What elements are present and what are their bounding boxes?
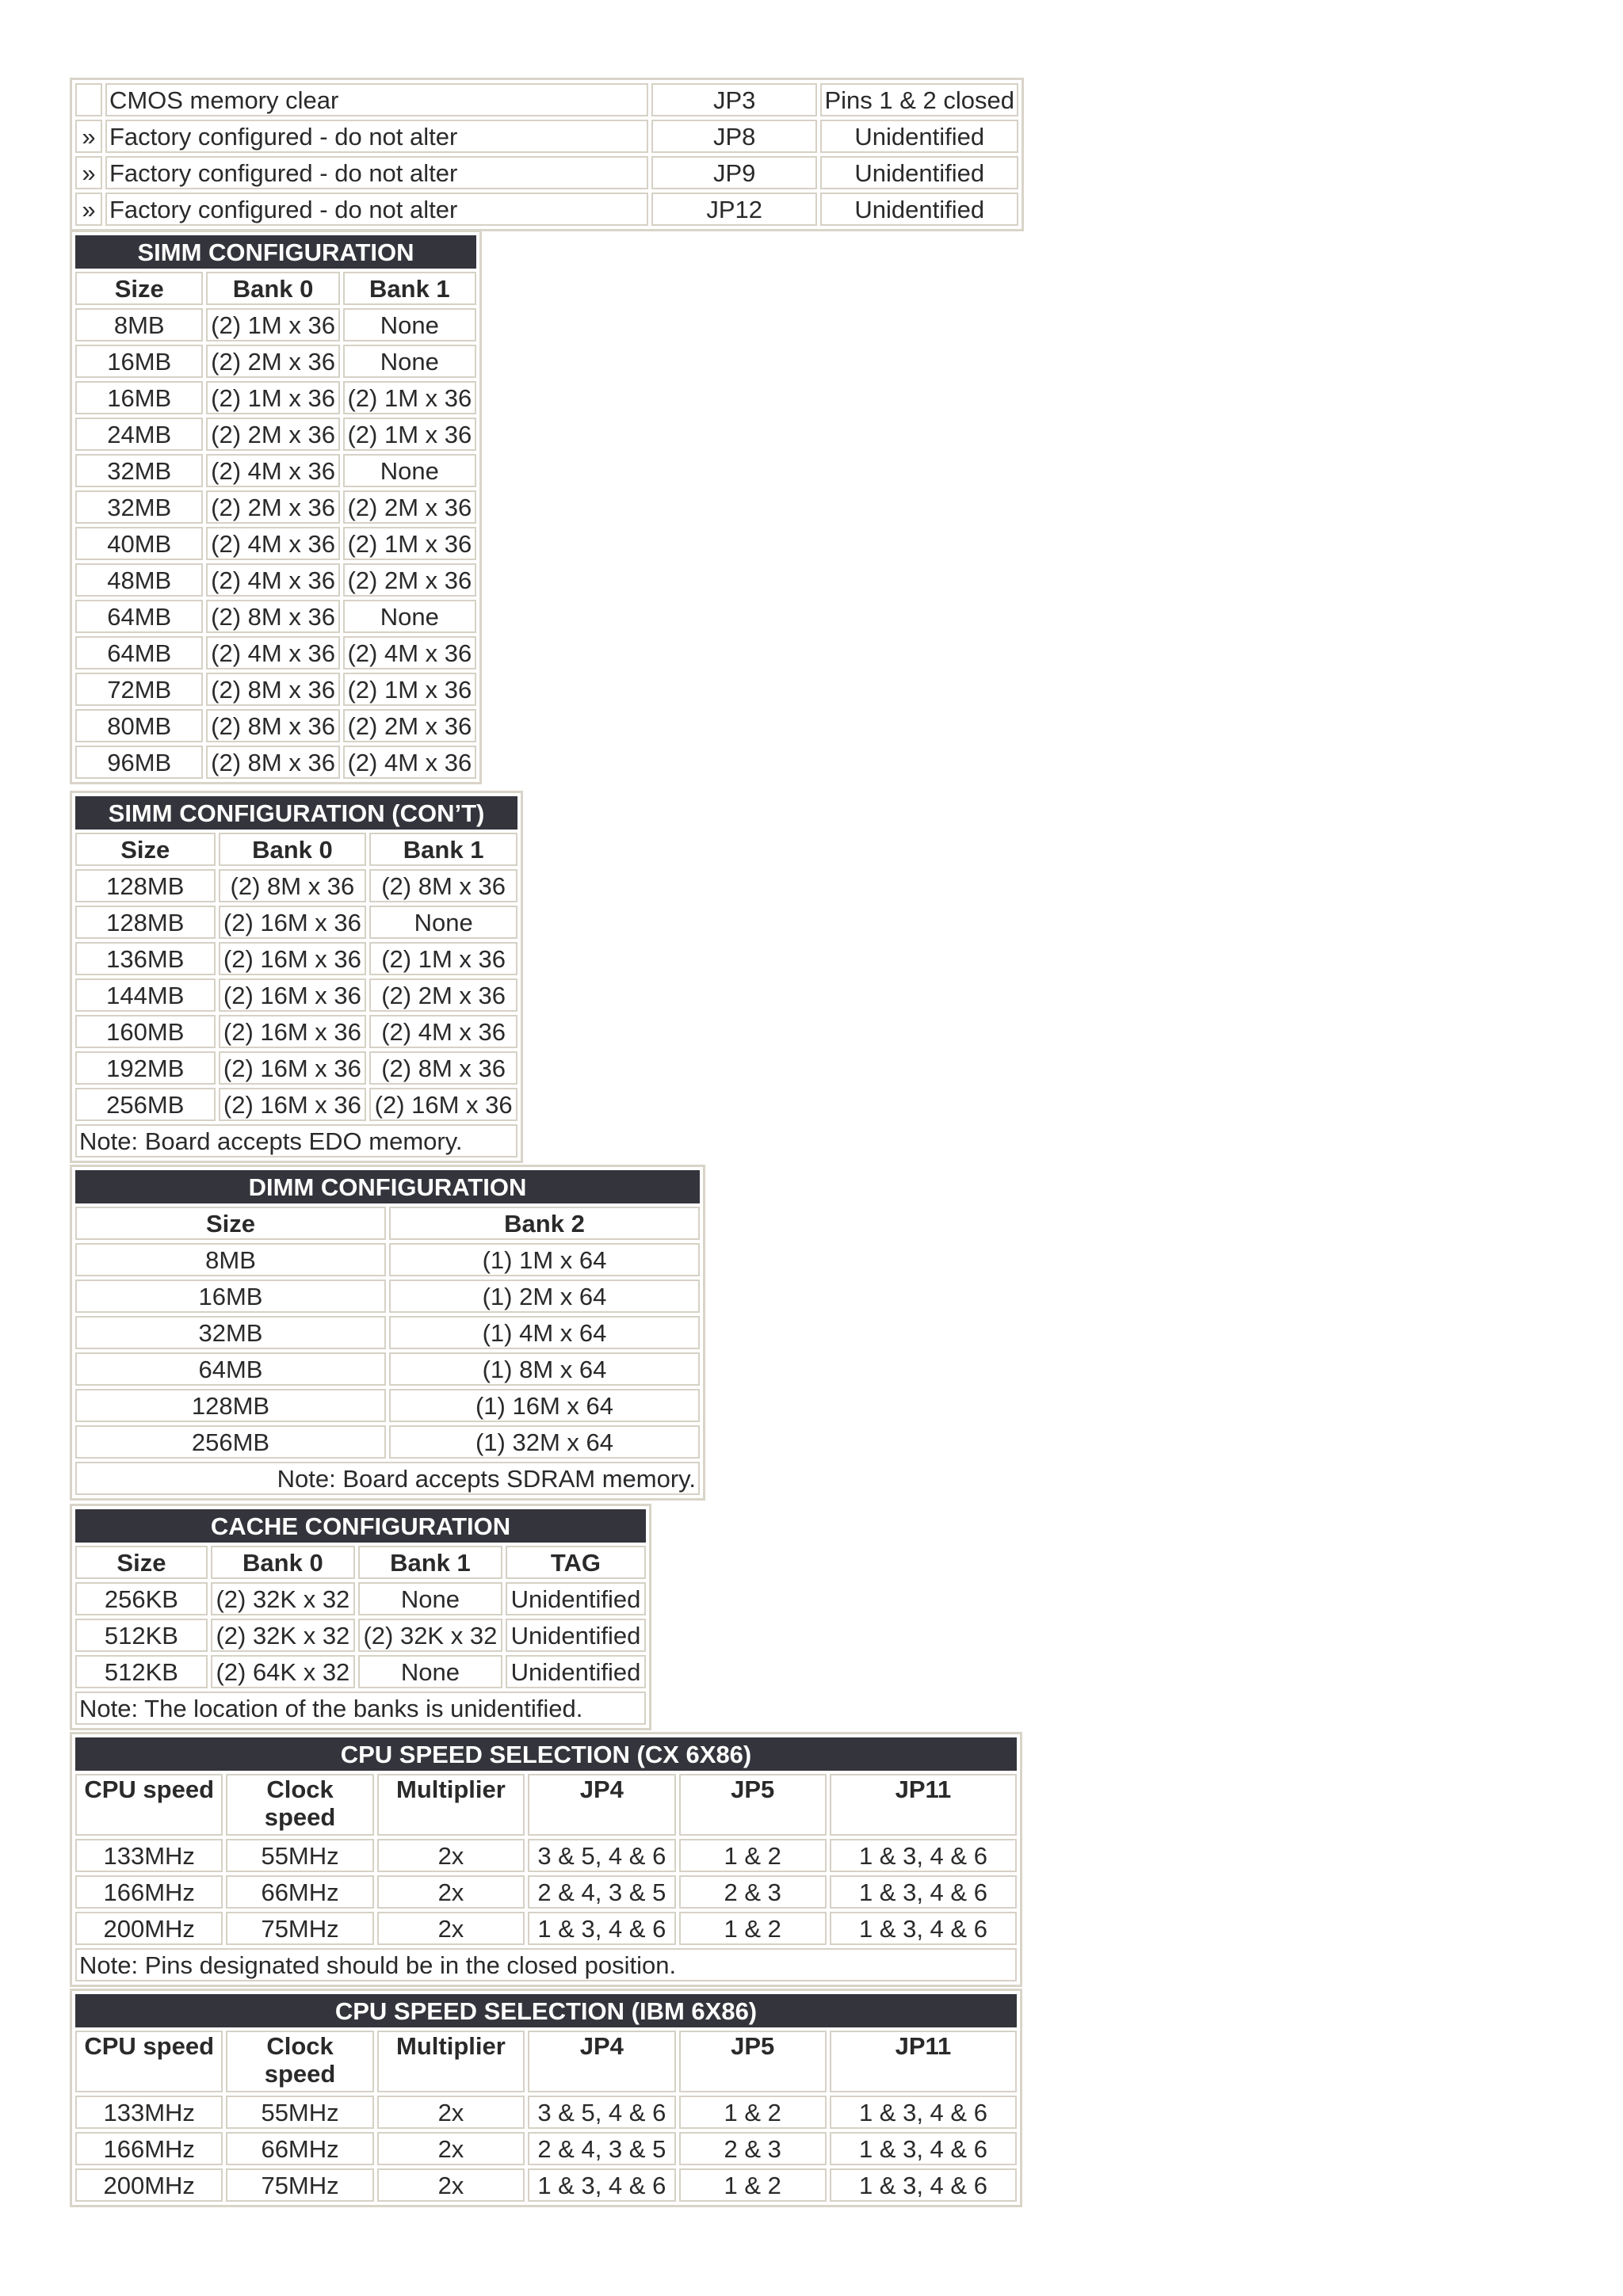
- bank0-cell: (2) 8M x 36: [206, 709, 339, 742]
- bank0-cell: (2) 4M x 36: [206, 527, 339, 560]
- table-row: [75, 2168, 1017, 2202]
- bank0-cell: (2) 16M x 36: [219, 1051, 367, 1085]
- table-row: [75, 418, 476, 451]
- multiplier-cell: 2x: [377, 2132, 525, 2165]
- bank1-cell: (2) 1M x 36: [343, 418, 476, 451]
- jumper-description: Factory configured - do not alter: [105, 156, 648, 189]
- column-header: Clock speed: [226, 2031, 373, 2092]
- size-cell: 512KB: [75, 1655, 208, 1688]
- clock-speed-cell: 66MHz: [226, 2132, 373, 2165]
- cpu-speed-cell: 200MHz: [75, 2168, 223, 2202]
- bank2-cell: (1) 2M x 64: [389, 1280, 700, 1313]
- size-cell: 40MB: [75, 527, 203, 560]
- bank0-cell: (2) 8M x 36: [206, 673, 339, 706]
- table-row: [75, 869, 517, 902]
- size-cell: 512KB: [75, 1619, 208, 1652]
- bank1-cell: (2) 32K x 32: [358, 1619, 502, 1652]
- size-cell: 64MB: [75, 636, 203, 669]
- size-cell: 80MB: [75, 709, 203, 742]
- size-cell: 136MB: [75, 942, 216, 975]
- note-row: [75, 1462, 700, 1495]
- bank0-cell: (2) 32K x 32: [211, 1619, 355, 1652]
- header-row: [75, 272, 476, 305]
- size-cell: 8MB: [75, 308, 203, 341]
- bank1-cell: None: [343, 308, 476, 341]
- size-cell: 192MB: [75, 1051, 216, 1085]
- header-row: [75, 2031, 1017, 2092]
- multiplier-cell: 2x: [377, 2168, 525, 2202]
- bank1-cell: (2) 16M x 36: [369, 1088, 517, 1121]
- clock-speed-cell: 75MHz: [226, 2168, 373, 2202]
- jumper-setting: Unidentified: [820, 120, 1018, 153]
- bullet-marker: »: [75, 120, 102, 153]
- clock-speed-cell: 66MHz: [226, 1875, 373, 1909]
- jumper-description: Factory configured - do not alter: [105, 120, 648, 153]
- table-row: [75, 345, 476, 378]
- bank1-cell: (2) 8M x 36: [369, 1051, 517, 1085]
- jp4-cell: 2 & 4, 3 & 5: [528, 2132, 675, 2165]
- table-row: [75, 1243, 700, 1276]
- bank0-cell: (2) 4M x 36: [206, 454, 339, 487]
- size-cell: 128MB: [75, 1389, 386, 1422]
- tag-cell: Unidentified: [506, 1619, 646, 1652]
- bank0-cell: (2) 2M x 36: [206, 490, 339, 524]
- table-row: [75, 527, 476, 560]
- column-header: CPU speed: [75, 1774, 223, 1836]
- table-row: [75, 1582, 646, 1615]
- cpu-speed-cell: 133MHz: [75, 2096, 223, 2129]
- table-row: [75, 1619, 646, 1652]
- size-cell: 48MB: [75, 563, 203, 597]
- bank0-cell: (2) 1M x 36: [206, 308, 339, 341]
- column-header: Multiplier: [377, 2031, 525, 2092]
- multiplier-cell: 2x: [377, 1839, 525, 1872]
- jp4-cell: 3 & 5, 4 & 6: [528, 1839, 675, 1872]
- jp4-cell: 1 & 3, 4 & 6: [528, 1912, 675, 1945]
- jp11-cell: 1 & 3, 4 & 6: [830, 2168, 1017, 2202]
- bank0-cell: (2) 16M x 36: [219, 906, 367, 939]
- column-header: Size: [75, 1546, 208, 1579]
- table-row: [75, 2132, 1017, 2165]
- cpu-speed-cx-table: [70, 1732, 1022, 1987]
- table-row: [75, 83, 1018, 116]
- jumper-setting: Unidentified: [820, 156, 1018, 189]
- table-note: Note: The location of the banks is unidentified.: [75, 1691, 646, 1725]
- table-note: Note: Board accepts EDO memory.: [75, 1124, 517, 1158]
- bank1-cell: (2) 1M x 36: [369, 942, 517, 975]
- jp11-cell: 1 & 3, 4 & 6: [830, 1839, 1017, 1872]
- column-header: JP5: [679, 1774, 827, 1836]
- jumper-table: [70, 78, 1024, 231]
- table-row: [75, 1316, 700, 1349]
- table-row: [75, 709, 476, 742]
- size-cell: 128MB: [75, 906, 216, 939]
- bank0-cell: (2) 16M x 36: [219, 978, 367, 1012]
- column-header: JP4: [528, 1774, 675, 1836]
- size-cell: 32MB: [75, 1316, 386, 1349]
- jp4-cell: 3 & 5, 4 & 6: [528, 2096, 675, 2129]
- table-row: [75, 381, 476, 414]
- bank0-cell: (2) 8M x 36: [206, 600, 339, 633]
- table-title: CACHE CONFIGURATION: [75, 1509, 646, 1543]
- table-row: [75, 600, 476, 633]
- bank1-cell: (2) 8M x 36: [369, 869, 517, 902]
- clock-speed-cell: 75MHz: [226, 1912, 373, 1945]
- jumper-setting: Unidentified: [820, 193, 1018, 226]
- multiplier-cell: 2x: [377, 1875, 525, 1909]
- cpu-speed-cell: 166MHz: [75, 2132, 223, 2165]
- bank0-cell: (2) 16M x 36: [219, 1015, 367, 1048]
- size-cell: 144MB: [75, 978, 216, 1012]
- size-cell: 256MB: [75, 1088, 216, 1121]
- jumper-id: JP9: [651, 156, 817, 189]
- jumper-id: JP12: [651, 193, 817, 226]
- column-header: Multiplier: [377, 1774, 525, 1836]
- table-title: SIMM CONFIGURATION (CON’T): [75, 796, 517, 830]
- cpu-speed-cell: 200MHz: [75, 1912, 223, 1945]
- size-cell: 72MB: [75, 673, 203, 706]
- size-cell: 64MB: [75, 600, 203, 633]
- jp11-cell: 1 & 3, 4 & 6: [830, 1875, 1017, 1909]
- cpu-speed-ibm-table: [70, 1989, 1022, 2207]
- bank0-cell: (2) 4M x 36: [206, 563, 339, 597]
- header-row: [75, 833, 517, 866]
- table-row: [75, 942, 517, 975]
- jumper-id: JP3: [651, 83, 817, 116]
- bank1-cell: (2) 4M x 36: [343, 746, 476, 779]
- note-row: [75, 1124, 517, 1158]
- column-header: Bank 0: [219, 833, 367, 866]
- clock-speed-cell: 55MHz: [226, 1839, 373, 1872]
- table-row: [75, 1389, 700, 1422]
- bank0-cell: (2) 16M x 36: [219, 1088, 367, 1121]
- column-header: Clock speed: [226, 1774, 373, 1836]
- table-row: [75, 193, 1018, 226]
- table-row: [75, 156, 1018, 189]
- jp11-cell: 1 & 3, 4 & 6: [830, 1912, 1017, 1945]
- size-cell: 256MB: [75, 1425, 386, 1459]
- bullet-marker: »: [75, 193, 102, 226]
- size-cell: 16MB: [75, 1280, 386, 1313]
- size-cell: 8MB: [75, 1243, 386, 1276]
- column-header: JP4: [528, 2031, 675, 2092]
- bank1-cell: (2) 1M x 36: [343, 673, 476, 706]
- jp4-cell: 2 & 4, 3 & 5: [528, 1875, 675, 1909]
- table-row: [75, 1352, 700, 1386]
- table-row: [75, 636, 476, 669]
- jp5-cell: 1 & 2: [679, 1839, 827, 1872]
- table-row: [75, 1088, 517, 1121]
- bank1-cell: None: [343, 345, 476, 378]
- tag-cell: Unidentified: [506, 1655, 646, 1688]
- bank2-cell: (1) 8M x 64: [389, 1352, 700, 1386]
- simm-config-cont-table: [70, 791, 523, 1163]
- bank2-cell: (1) 16M x 64: [389, 1389, 700, 1422]
- table-row: [75, 1912, 1017, 1945]
- note-row: [75, 1691, 646, 1725]
- column-header: JP11: [830, 2031, 1017, 2092]
- table-row: [75, 673, 476, 706]
- jp11-cell: 1 & 3, 4 & 6: [830, 2132, 1017, 2165]
- column-header: Size: [75, 1207, 386, 1240]
- multiplier-cell: 2x: [377, 1912, 525, 1945]
- table-row: [75, 1875, 1017, 1909]
- bank1-cell: None: [358, 1582, 502, 1615]
- table-row: [75, 1051, 517, 1085]
- table-row: [75, 906, 517, 939]
- size-cell: 32MB: [75, 490, 203, 524]
- simm-config-table: [70, 230, 482, 784]
- table-title: DIMM CONFIGURATION: [75, 1170, 700, 1203]
- bank2-cell: (1) 32M x 64: [389, 1425, 700, 1459]
- column-header: Bank 2: [389, 1207, 700, 1240]
- jumper-description: CMOS memory clear: [105, 83, 648, 116]
- bank2-cell: (1) 1M x 64: [389, 1243, 700, 1276]
- table-title: CPU SPEED SELECTION (CX 6X86): [75, 1737, 1017, 1771]
- bank0-cell: (2) 64K x 32: [211, 1655, 355, 1688]
- jp5-cell: 1 & 2: [679, 2096, 827, 2129]
- bank1-cell: None: [343, 600, 476, 633]
- table-row: [75, 563, 476, 597]
- bank1-cell: None: [369, 906, 517, 939]
- bank1-cell: (2) 2M x 36: [369, 978, 517, 1012]
- table-row: [75, 454, 476, 487]
- multiplier-cell: 2x: [377, 2096, 525, 2129]
- size-cell: 32MB: [75, 454, 203, 487]
- jp11-cell: 1 & 3, 4 & 6: [830, 2096, 1017, 2129]
- table-row: [75, 1015, 517, 1048]
- jp4-cell: 1 & 3, 4 & 6: [528, 2168, 675, 2202]
- header-row: [75, 1207, 700, 1240]
- header-row: [75, 1546, 646, 1579]
- jumper-id: JP8: [651, 120, 817, 153]
- jumper-setting: Pins 1 & 2 closed: [820, 83, 1018, 116]
- column-header: CPU speed: [75, 2031, 223, 2092]
- bullet-marker: »: [75, 156, 102, 189]
- jp5-cell: 1 & 2: [679, 1912, 827, 1945]
- table-row: [75, 120, 1018, 153]
- table-row: [75, 2096, 1017, 2129]
- size-cell: 96MB: [75, 746, 203, 779]
- bank0-cell: (2) 32K x 32: [211, 1582, 355, 1615]
- bank1-cell: (2) 4M x 36: [343, 636, 476, 669]
- column-header: Bank 0: [206, 272, 339, 305]
- bank2-cell: (1) 4M x 64: [389, 1316, 700, 1349]
- bank0-cell: (2) 8M x 36: [219, 869, 367, 902]
- size-cell: 128MB: [75, 869, 216, 902]
- dimm-config-table: [70, 1165, 705, 1501]
- table-note: Note: Pins designated should be in the closed position.: [75, 1948, 1017, 1981]
- note-row: [75, 1948, 1017, 1981]
- bank1-cell: (2) 4M x 36: [369, 1015, 517, 1048]
- bank0-cell: (2) 2M x 36: [206, 345, 339, 378]
- column-header: Bank 1: [369, 833, 517, 866]
- table-title: SIMM CONFIGURATION: [75, 235, 476, 269]
- table-title: CPU SPEED SELECTION (IBM 6X86): [75, 1994, 1017, 2027]
- size-cell: 256KB: [75, 1582, 208, 1615]
- bank1-cell: (2) 1M x 36: [343, 381, 476, 414]
- header-row: [75, 1774, 1017, 1836]
- bank0-cell: (2) 8M x 36: [206, 746, 339, 779]
- table-row: [75, 1280, 700, 1313]
- cpu-speed-cell: 166MHz: [75, 1875, 223, 1909]
- bank1-cell: None: [343, 454, 476, 487]
- table-row: [75, 746, 476, 779]
- size-cell: 16MB: [75, 381, 203, 414]
- bank0-cell: (2) 1M x 36: [206, 381, 339, 414]
- table-row: [75, 308, 476, 341]
- tag-cell: Unidentified: [506, 1582, 646, 1615]
- table-row: [75, 490, 476, 524]
- table-row: [75, 978, 517, 1012]
- jp5-cell: 2 & 3: [679, 2132, 827, 2165]
- table-row: [75, 1655, 646, 1688]
- column-header: Size: [75, 833, 216, 866]
- bank0-cell: (2) 2M x 36: [206, 418, 339, 451]
- size-cell: 24MB: [75, 418, 203, 451]
- bank1-cell: (2) 2M x 36: [343, 563, 476, 597]
- bank1-cell: (2) 2M x 36: [343, 490, 476, 524]
- jp5-cell: 2 & 3: [679, 1875, 827, 1909]
- bullet-marker: [75, 83, 102, 116]
- table-row: [75, 1839, 1017, 1872]
- bank1-cell: (2) 1M x 36: [343, 527, 476, 560]
- column-header: TAG: [506, 1546, 646, 1579]
- cpu-speed-cell: 133MHz: [75, 1839, 223, 1872]
- size-cell: 16MB: [75, 345, 203, 378]
- column-header: JP11: [830, 1774, 1017, 1836]
- column-header: Bank 0: [211, 1546, 355, 1579]
- jumper-description: Factory configured - do not alter: [105, 193, 648, 226]
- table-row: [75, 1425, 700, 1459]
- column-header: Bank 1: [343, 272, 476, 305]
- size-cell: 64MB: [75, 1352, 386, 1386]
- bank1-cell: (2) 2M x 36: [343, 709, 476, 742]
- clock-speed-cell: 55MHz: [226, 2096, 373, 2129]
- jp5-cell: 1 & 2: [679, 2168, 827, 2202]
- bank1-cell: None: [358, 1655, 502, 1688]
- size-cell: 160MB: [75, 1015, 216, 1048]
- cache-config-table: [70, 1504, 651, 1730]
- column-header: JP5: [679, 2031, 827, 2092]
- table-note: Note: Board accepts SDRAM memory.: [75, 1462, 700, 1495]
- column-header: Bank 1: [358, 1546, 502, 1579]
- bank0-cell: (2) 4M x 36: [206, 636, 339, 669]
- bank0-cell: (2) 16M x 36: [219, 942, 367, 975]
- column-header: Size: [75, 272, 203, 305]
